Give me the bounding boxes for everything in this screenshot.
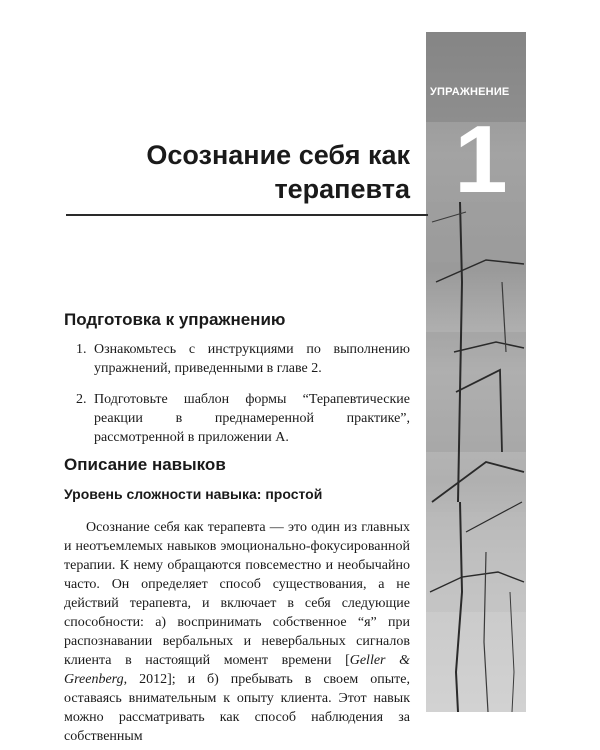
chapter-label: УПРАЖНЕНИЕ [430, 86, 510, 98]
skills-paragraph [64, 518, 410, 746]
page-title [110, 138, 410, 206]
skills-subheading: Уровень сложности навыка: простой [64, 486, 323, 502]
paragraph-text-part2: , 2012]; и б) пребывать в своем опыте, оставаясь внимательным к опыту клиента. Этот навык можно рассматривать как способ наблюдения за собственным [64, 672, 410, 744]
skills-heading: Описание навыков [64, 455, 226, 474]
title-divider [66, 214, 428, 216]
list-item [74, 390, 410, 447]
preparation-list [74, 340, 410, 459]
list-item-text: Подготовьте шаблон формы “Терапевтические реакции в преднамеренной практике”, рассмотренной в приложении А. [94, 392, 410, 445]
preparation-heading: Подготовка к упражнению [64, 310, 286, 329]
page-title-line2: терапевта [274, 174, 410, 204]
list-item-number: 2. [76, 392, 87, 407]
list-item-text: Ознакомьтесь с инструкциями по выполнению упражнений, приведенными в главе 2. [94, 342, 410, 376]
list-item-number: 1. [76, 342, 87, 357]
chapter-number: 1 [454, 106, 508, 213]
page-title-line1: Осознание себя как [146, 140, 410, 170]
list-item [74, 340, 410, 378]
paragraph-text-part1: Осознание себя как терапевта — это один из главных и неотъемлемых навыков эмоционально-фокусированной терапии. К нему обращаются повсеместно и необычайно часто. Он определяет способ существования, а не действий терапевта, и включает в себя следующие способности: а) воспринимать собственное “я” при распознавании вербальных и невербальных сигналов клиента в настоящий момент времени [ [64, 520, 410, 668]
citation-authors: Geller & Greenberg [64, 653, 410, 687]
